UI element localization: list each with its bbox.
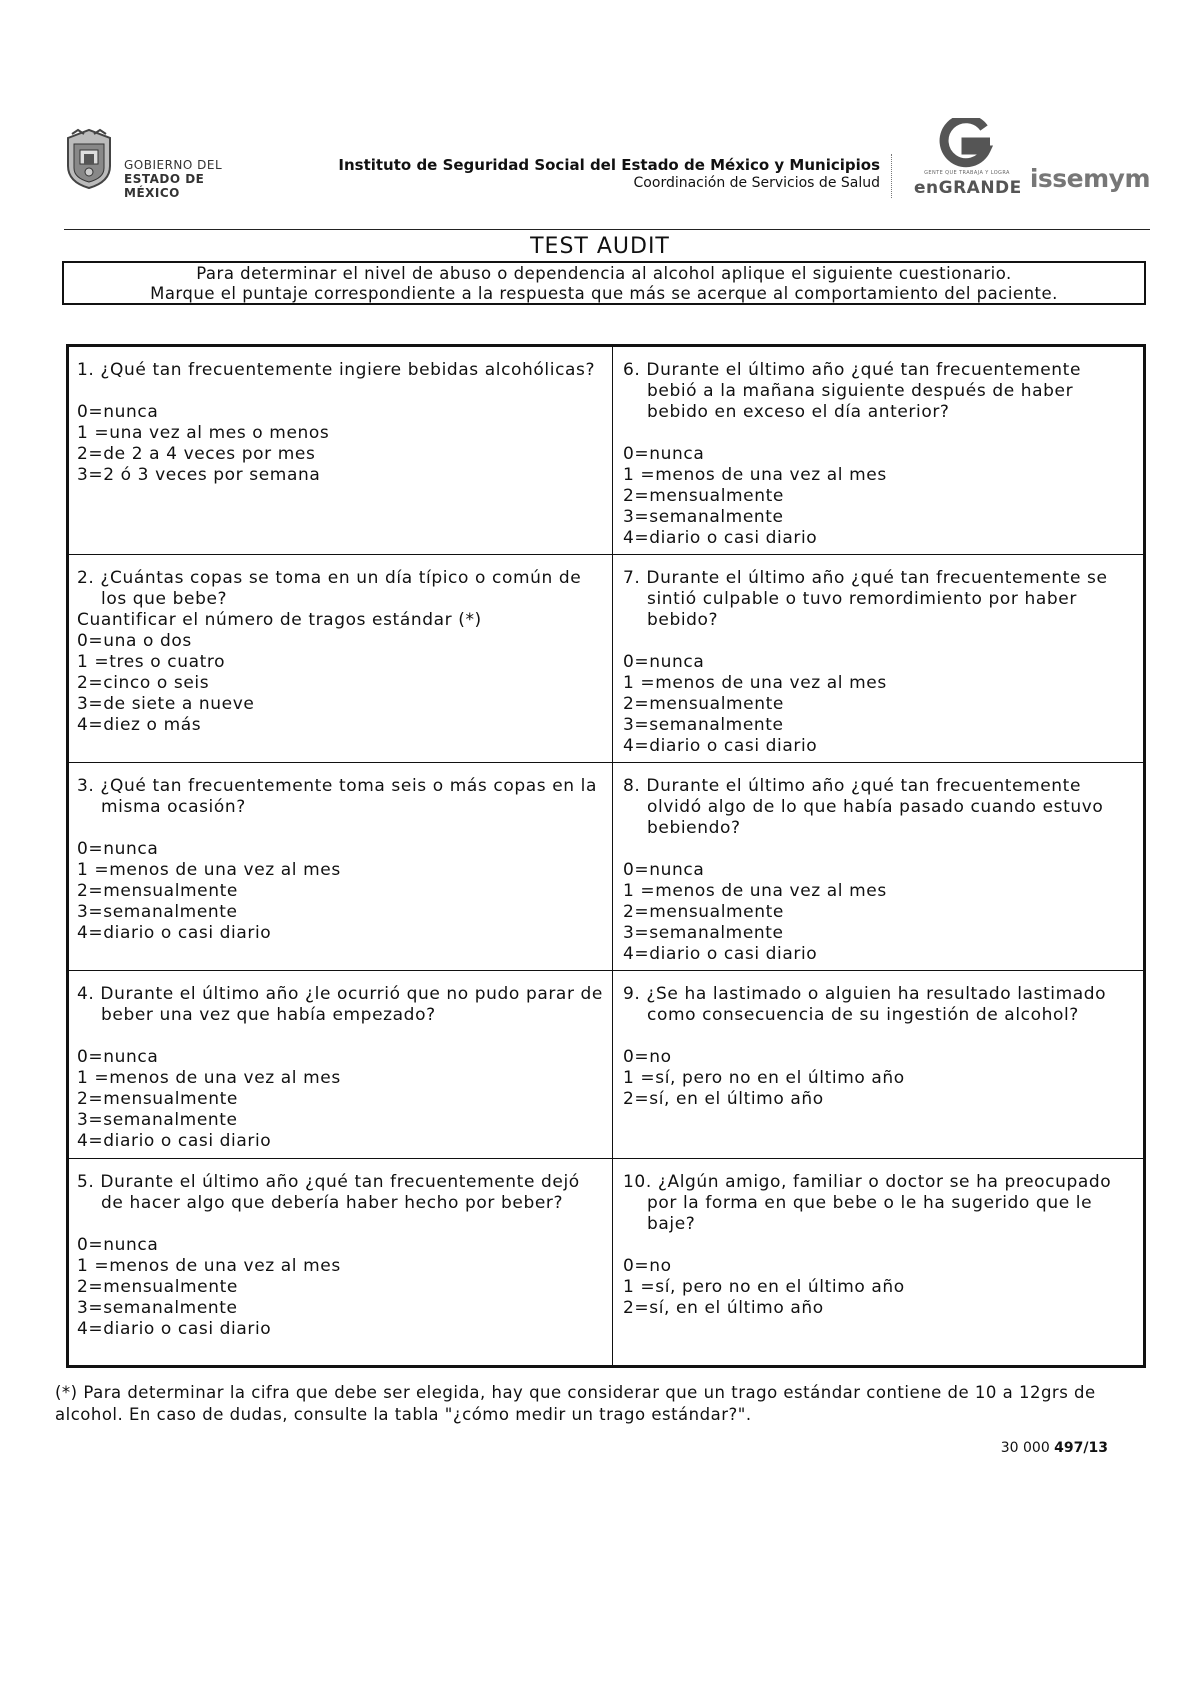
gov-line1: GOBIERNO DEL: [124, 158, 223, 172]
question-text: 4. Durante el último año ¿le ocurrió que no pudo parar de beber una vez que había empezado?: [77, 984, 603, 1025]
answer-option: 1 =menos de una vez al mes: [623, 881, 887, 901]
answer-option: 1 =sí, pero no en el último año: [623, 1068, 905, 1088]
engrande-logo: [912, 118, 1022, 198]
answer-option: 1 =menos de una vez al mes: [623, 465, 887, 485]
question-text: 10. ¿Algún amigo, familiar o doctor se ha preocupado por la forma en que bebe o le ha sugerido que le baje?: [623, 1172, 1112, 1234]
question-text: 7. Durante el último año ¿qué tan frecuentemente se sintió culpable o tuvo remordimiento por haber bebido?: [623, 568, 1108, 630]
gov-line2: ESTADO DE MÉXICO: [124, 172, 205, 200]
question-cell: [69, 347, 613, 555]
answer-option: 0=nunca: [623, 860, 705, 880]
answer-option: 1 =menos de una vez al mes: [77, 1068, 341, 1088]
page-header: [64, 118, 1150, 208]
answer-option: 0=nunca: [77, 839, 159, 859]
answer-option: 0=nunca: [77, 402, 159, 422]
answer-option: 3=semanalmente: [623, 923, 784, 943]
question-text: 2. ¿Cuántas copas se toma en un día típico o común de los que bebe?: [77, 568, 582, 609]
answer-option: 3=semanalmente: [77, 1298, 238, 1318]
footnote: (*) Para determinar la cifra que debe ser elegida, hay que considerar que un trago estándar contiene de 10 a 12grs de alcohol. En caso de dudas, consulte la tabla "¿cómo medir un trago estándar?".: [55, 1383, 1096, 1424]
answer-option: 0=nunca: [623, 444, 705, 464]
answer-option: 4=diario o casi diario: [77, 1131, 272, 1151]
answer-option: 1 =menos de una vez al mes: [77, 860, 341, 880]
answer-option: 1 =tres o cuatro: [77, 652, 226, 672]
answer-option: 2=cinco o seis: [77, 673, 210, 693]
question-text: 8. Durante el último año ¿qué tan frecuentemente olvidó algo de lo que había pasado cuando estuvo bebiendo?: [623, 776, 1104, 838]
question-cell: [613, 555, 1143, 763]
code-prefix: 30 000: [1000, 1440, 1055, 1456]
question-text: 1. ¿Qué tan frecuentemente ingiere bebidas alcohólicas?: [77, 360, 596, 380]
answer-option: 3=semanalmente: [623, 715, 784, 735]
coat-of-arms-icon: [64, 128, 114, 190]
institute-block: [338, 156, 880, 192]
answer-option: 2=mensualmente: [77, 1089, 238, 1109]
issemym-logo: issemym: [1029, 164, 1150, 193]
answer-option: 3=semanalmente: [623, 507, 784, 527]
answer-option: 2=mensualmente: [77, 881, 238, 901]
header-divider: [891, 154, 892, 198]
answer-option: 3=de siete a nueve: [77, 694, 255, 714]
answer-option: 2=mensualmente: [623, 902, 784, 922]
answer-option: 2=mensualmente: [623, 694, 784, 714]
question-cell: [613, 347, 1143, 555]
answer-option: 0=nunca: [77, 1235, 159, 1255]
gobierno-logo: [64, 128, 264, 198]
engrande-word: enGRANDE: [914, 178, 1022, 198]
instructions-line1: Para determinar el nivel de abuso o dependencia al alcohol aplique el siguiente cuestionario.: [196, 264, 1012, 283]
answer-option: 3=semanalmente: [77, 902, 238, 922]
question-cell: [69, 971, 613, 1159]
answer-option: 1 =menos de una vez al mes: [623, 673, 887, 693]
institute-name: Instituto de Seguridad Social del Estado de México y Municipios: [338, 156, 880, 174]
question-text: 6. Durante el último año ¿qué tan frecuentemente bebió a la mañana siguiente después de haber bebido en exceso el día anterior?: [623, 360, 1081, 422]
answer-option: 4=diario o casi diario: [623, 736, 818, 756]
answer-option: 0=no: [623, 1256, 672, 1276]
document-code: [1001, 1440, 1108, 1456]
answer-option: 2=de 2 a 4 veces por mes: [77, 444, 316, 464]
answer-option: 0=una o dos: [77, 631, 192, 651]
instructions-line2: Marque el puntaje correspondiente a la respuesta que más se acerque al comportamiento del paciente.: [150, 284, 1058, 303]
answer-option: 1 =sí, pero no en el último año: [623, 1277, 905, 1297]
answer-option: 1 =una vez al mes o menos: [77, 423, 330, 443]
question-cell: [613, 1159, 1143, 1365]
header-rule: [64, 229, 1150, 230]
question-text: 3. ¿Qué tan frecuentemente toma seis o más copas en la misma ocasión?: [77, 776, 597, 817]
question-cell: [613, 971, 1143, 1159]
g-logo-icon: [936, 118, 996, 168]
engrande-tagline: GENTE QUE TRABAJA Y LOGRA: [924, 170, 1010, 176]
code-suffix: 497/13: [1054, 1440, 1108, 1456]
answer-option: 3=2 ó 3 veces por semana: [77, 465, 321, 485]
answer-option: 4=diario o casi diario: [77, 1319, 272, 1339]
page-title: TEST AUDIT: [530, 234, 670, 259]
answer-option: 2=sí, en el último año: [623, 1089, 824, 1109]
question-cell: [69, 555, 613, 763]
instructions-box: [62, 261, 1146, 305]
answer-option: 4=diario o casi diario: [623, 944, 818, 964]
answer-option: 0=nunca: [77, 1047, 159, 1067]
question-cell: [613, 763, 1143, 971]
answer-option: 3=semanalmente: [77, 1110, 238, 1130]
question-text: 5. Durante el último año ¿qué tan frecuentemente dejó de hacer algo que debería haber hecho por beber?: [77, 1172, 580, 1213]
coordination-name: Coordinación de Servicios de Salud: [633, 175, 880, 191]
answer-option: 2=mensualmente: [77, 1277, 238, 1297]
question-cell: [69, 1159, 613, 1365]
answer-option: 4=diez o más: [77, 715, 202, 735]
question-cell: [69, 763, 613, 971]
questionnaire-table: [66, 344, 1146, 1368]
answer-option: 2=sí, en el último año: [623, 1298, 824, 1318]
answer-option: 0=nunca: [623, 652, 705, 672]
answer-option: 1 =menos de una vez al mes: [77, 1256, 341, 1276]
answer-option: 0=no: [623, 1047, 672, 1067]
answer-option: 4=diario o casi diario: [623, 528, 818, 548]
question-text: 9. ¿Se ha lastimado o alguien ha resultado lastimado como consecuencia de su ingestión de alcohol?: [623, 984, 1107, 1025]
answer-option: 4=diario o casi diario: [77, 923, 272, 943]
question-note: Cuantificar el número de tragos estándar (*): [77, 610, 482, 630]
answer-option: 2=mensualmente: [623, 486, 784, 506]
